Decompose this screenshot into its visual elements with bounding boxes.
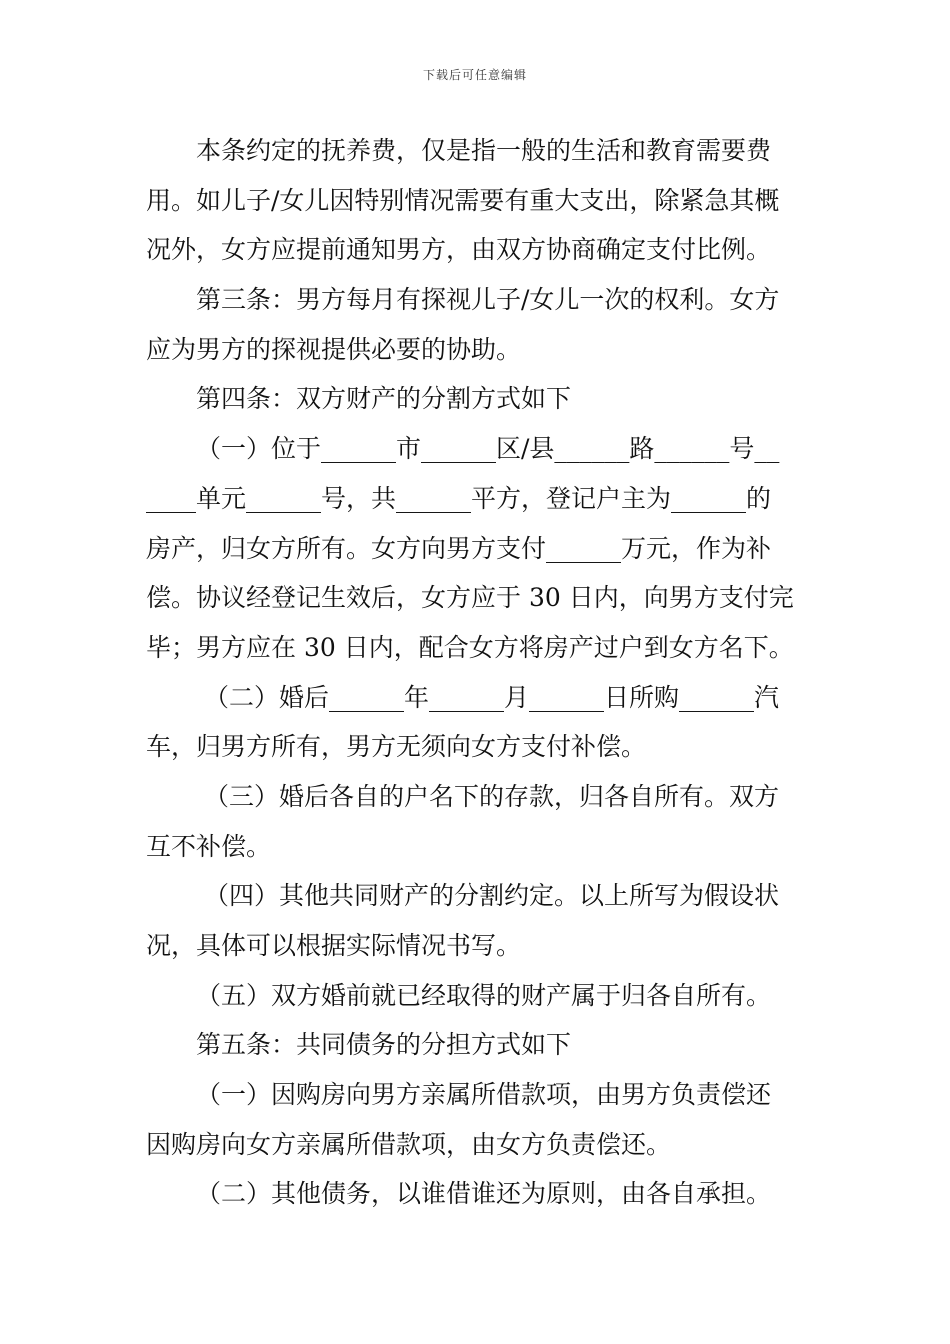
clause-line: （三）婚后各自的户名下的存款，归各自所有。双方: [204, 781, 780, 811]
paragraph-line: 房产，归女方所有。女方向男方支付______万元，作为补: [146, 533, 772, 563]
clause-line: （二）其他债务，以谁借谁还为原则，由各自承担。: [196, 1179, 772, 1209]
clause-line: （一）因购房向男方亲属所借款项，由男方负责偿还: [196, 1080, 772, 1110]
paragraph-line: 况，具体可以根据实际情况书写。: [146, 931, 522, 960]
paragraph-line: 应为男方的探视提供必要的协助。: [146, 334, 522, 364]
paragraph-line: 因购房向女方亲属所借款项，由女方负责偿还。: [146, 1129, 672, 1159]
paragraph-line: 毕；男方应在 30 日内，配合女方将房产过户到女方名下。: [146, 632, 794, 662]
paragraph-line: ____单元______号，共______平方，登记户主为______的: [146, 483, 772, 513]
clause-line: （一）位于______市______区/县______路______号__: [196, 434, 780, 464]
paragraph-line: 车，归男方所有，男方无须向女方支付补偿。: [146, 732, 647, 762]
paragraph-line: 偿。协议经登记生效后，女方应于 30 日内，向男方支付完: [146, 583, 794, 613]
paragraph-line: 用。如儿子/女儿因特别情况需要有重大支出，除紧急其概: [146, 185, 780, 215]
article-5-heading: 第五条：共同债务的分担方式如下: [196, 1030, 572, 1060]
paragraph-line: 互不补偿。: [146, 831, 272, 861]
clause-line: （五）双方婚前就已经取得的财产属于归各自所有。: [196, 980, 772, 1010]
article-3-line: 第三条：男方每月有探视儿子/女儿一次的权利。女方: [196, 285, 780, 315]
clause-line: （四）其他共同财产的分割约定。以上所写为假设状: [204, 881, 780, 911]
paragraph-line: 本条约定的抚养费，仅是指一般的生活和教育需要费: [196, 136, 772, 165]
page-header: 下载后可任意编辑: [422, 68, 527, 82]
paragraph-line: 况外，女方应提前通知男方，由双方协商确定支付比例。: [146, 235, 772, 265]
document-body: [146, 126, 808, 1219]
clause-line: （二）婚后______年______月______日所购______汽: [204, 682, 780, 712]
article-4-heading: 第四条：双方财产的分割方式如下: [196, 384, 572, 414]
